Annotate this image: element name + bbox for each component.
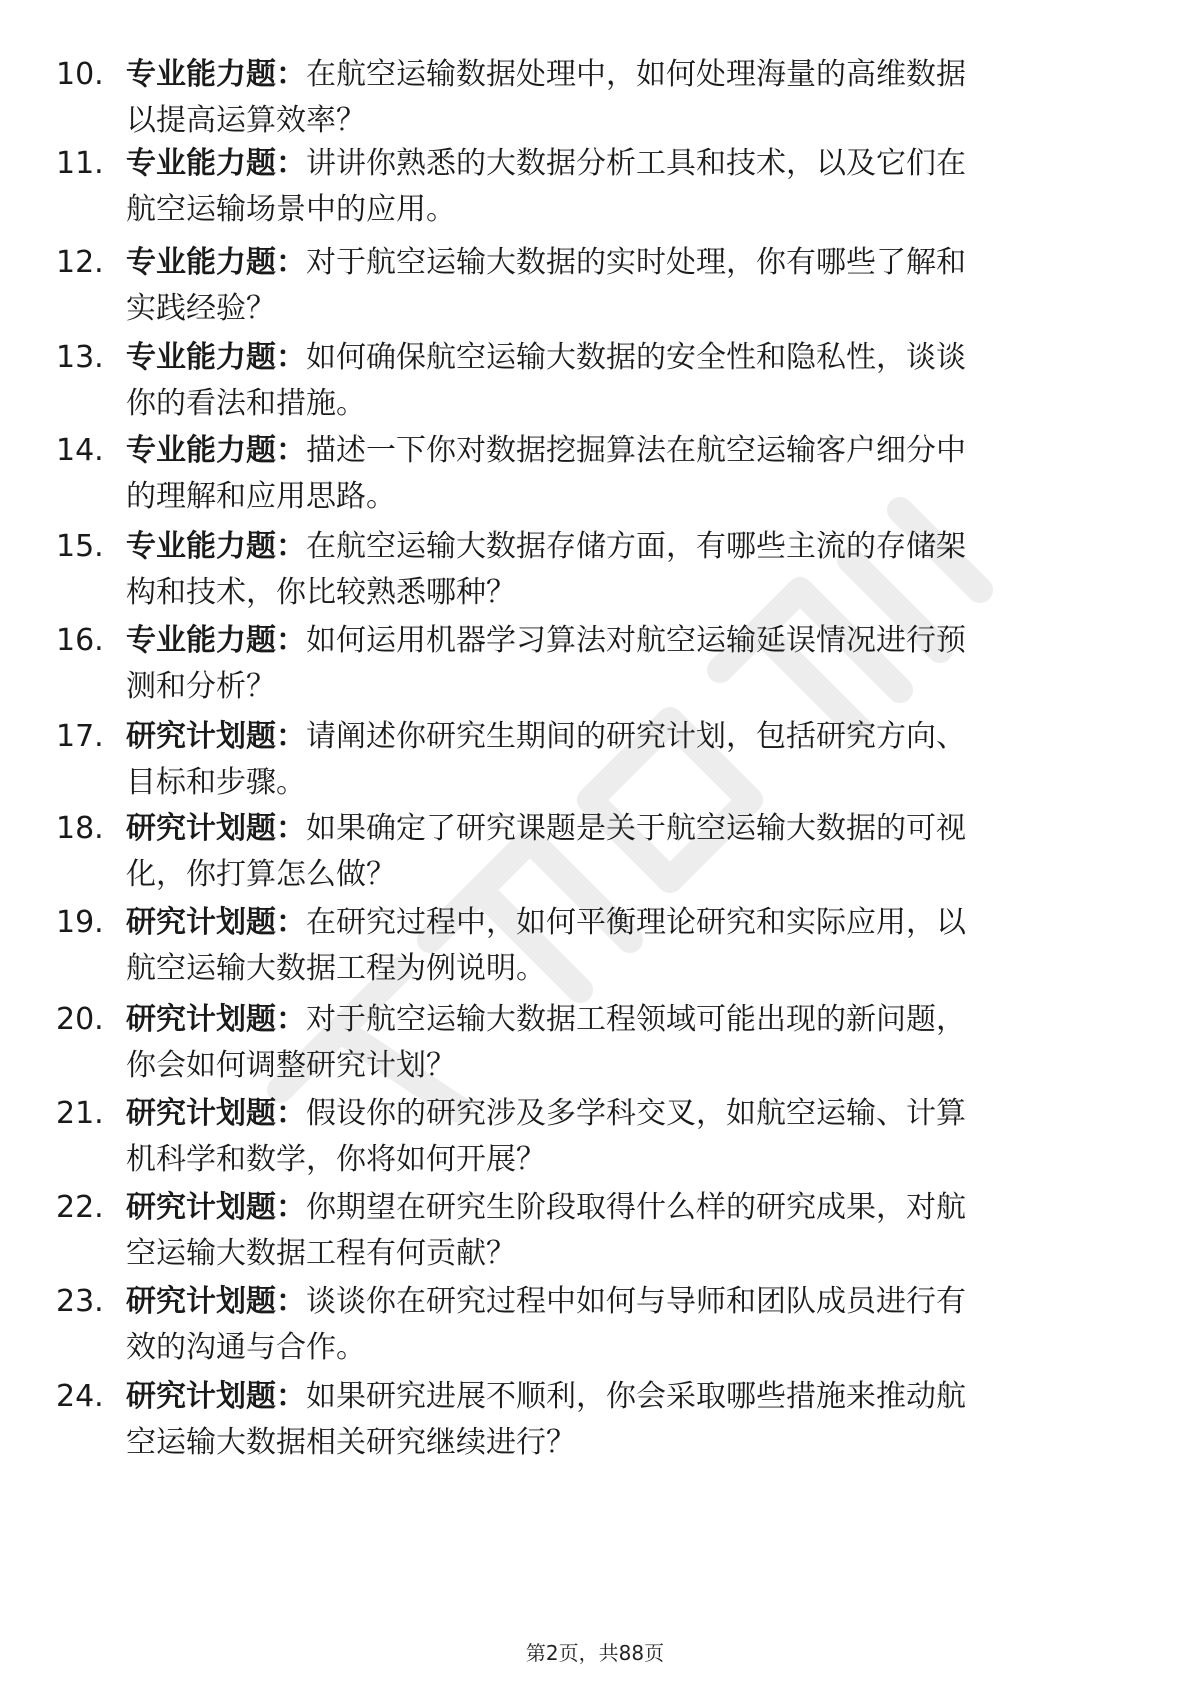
question-line-2: 机科学和数学，你将如何开展？ <box>126 1142 546 1177</box>
question-item <box>0 900 1190 996</box>
question-number: 11. <box>56 146 104 181</box>
question-text <box>126 1374 1106 1466</box>
question-text <box>126 240 1106 332</box>
question-item <box>0 1185 1190 1281</box>
question-item <box>0 52 1190 148</box>
question-category: 研究计划题： <box>126 1002 306 1037</box>
question-item <box>0 141 1190 237</box>
question-item <box>0 714 1190 810</box>
question-text <box>126 714 1106 806</box>
question-number: 15. <box>56 529 104 564</box>
question-item <box>0 618 1190 714</box>
question-text <box>126 428 1106 520</box>
question-text <box>126 335 1106 427</box>
question-item <box>0 997 1190 1093</box>
question-line-2: 你会如何调整研究计划？ <box>126 1048 456 1083</box>
question-category: 研究计划题： <box>126 1379 306 1414</box>
question-line-2: 效的沟通与合作。 <box>126 1330 366 1365</box>
question-text <box>126 1279 1106 1371</box>
question-text <box>126 1185 1106 1277</box>
question-line-1: 如果确定了研究课题是关于航空运输大数据的可视 <box>306 811 966 846</box>
question-line-1: 如何运用机器学习算法对航空运输延误情况进行预 <box>306 623 966 658</box>
question-line-2: 航空运输场景中的应用。 <box>126 192 456 227</box>
question-number: 20. <box>56 1002 104 1037</box>
question-number: 19. <box>56 905 104 940</box>
question-line-2: 空运输大数据相关研究继续进行？ <box>126 1425 576 1460</box>
page-footer: 第2页，共88页 <box>525 1641 665 1665</box>
question-item <box>0 1279 1190 1375</box>
question-line-1: 在航空运输数据处理中，如何处理海量的高维数据 <box>306 57 966 92</box>
question-line-2: 你的看法和措施。 <box>126 386 366 421</box>
question-line-2: 航空运输大数据工程为例说明。 <box>126 951 546 986</box>
question-category: 研究计划题： <box>126 905 306 940</box>
question-number: 21. <box>56 1096 104 1131</box>
question-line-1: 对于航空运输大数据的实时处理，你有哪些了解和 <box>306 245 966 280</box>
question-item <box>0 335 1190 431</box>
question-text <box>126 900 1106 992</box>
question-item <box>0 1091 1190 1187</box>
question-line-1: 如何确保航空运输大数据的安全性和隐私性，谈谈 <box>306 340 966 375</box>
question-number: 13. <box>56 340 104 375</box>
question-line-2: 目标和步骤。 <box>126 765 306 800</box>
question-category: 专业能力题： <box>126 529 306 564</box>
question-category: 专业能力题： <box>126 433 306 468</box>
question-number: 12. <box>56 245 104 280</box>
question-number: 17. <box>56 719 104 754</box>
question-number: 16. <box>56 623 104 658</box>
question-line-1: 假设你的研究涉及多学科交叉，如航空运输、计算 <box>306 1096 966 1131</box>
question-line-2: 实践经验？ <box>126 291 276 326</box>
question-line-1: 描述一下你对数据挖掘算法在航空运输客户细分中 <box>306 433 966 468</box>
question-text <box>126 618 1106 710</box>
question-number: 10. <box>56 57 104 92</box>
question-line-1: 在航空运输大数据存储方面，有哪些主流的存储架 <box>306 529 966 564</box>
question-item <box>0 524 1190 620</box>
question-number: 14. <box>56 433 104 468</box>
question-line-2: 的理解和应用思路。 <box>126 479 396 514</box>
question-line-1: 在研究过程中，如何平衡理论研究和实际应用，以 <box>306 905 966 940</box>
question-line-1: 对于航空运输大数据工程领域可能出现的新问题， <box>306 1002 966 1037</box>
question-category: 专业能力题： <box>126 340 306 375</box>
question-line-1: 谈谈你在研究过程中如何与导师和团队成员进行有 <box>306 1284 966 1319</box>
question-category: 研究计划题： <box>126 1096 306 1131</box>
question-text <box>126 524 1106 616</box>
question-line-1: 如果研究进展不顺利，你会采取哪些措施来推动航 <box>306 1379 966 1414</box>
question-line-1: 请阐述你研究生期间的研究计划，包括研究方向、 <box>306 719 966 754</box>
question-category: 研究计划题： <box>126 719 306 754</box>
question-line-2: 空运输大数据工程有何贡献？ <box>126 1236 516 1271</box>
question-line-2: 构和技术，你比较熟悉哪种？ <box>126 575 516 610</box>
question-text <box>126 1091 1106 1183</box>
question-number: 24. <box>56 1379 104 1414</box>
question-number: 23. <box>56 1284 104 1319</box>
question-text <box>126 52 1106 144</box>
question-text <box>126 806 1106 898</box>
question-text <box>126 997 1106 1089</box>
question-line-2: 化，你打算怎么做？ <box>126 857 396 892</box>
question-category: 专业能力题： <box>126 57 306 92</box>
question-category: 专业能力题： <box>126 146 306 181</box>
question-item <box>0 428 1190 524</box>
question-line-2: 以提高运算效率？ <box>126 103 366 138</box>
question-item <box>0 1374 1190 1470</box>
question-number: 18. <box>56 811 104 846</box>
question-number: 22. <box>56 1190 104 1225</box>
question-item <box>0 240 1190 336</box>
question-line-1: 讲讲你熟悉的大数据分析工具和技术，以及它们在 <box>306 146 966 181</box>
question-line-1: 你期望在研究生阶段取得什么样的研究成果，对航 <box>306 1190 966 1225</box>
question-category: 研究计划题： <box>126 811 306 846</box>
question-item <box>0 806 1190 902</box>
question-category: 研究计划题： <box>126 1190 306 1225</box>
question-category: 研究计划题： <box>126 1284 306 1319</box>
question-line-2: 测和分析？ <box>126 669 276 704</box>
question-category: 专业能力题： <box>126 623 306 658</box>
question-category: 专业能力题： <box>126 245 306 280</box>
question-text <box>126 141 1106 233</box>
